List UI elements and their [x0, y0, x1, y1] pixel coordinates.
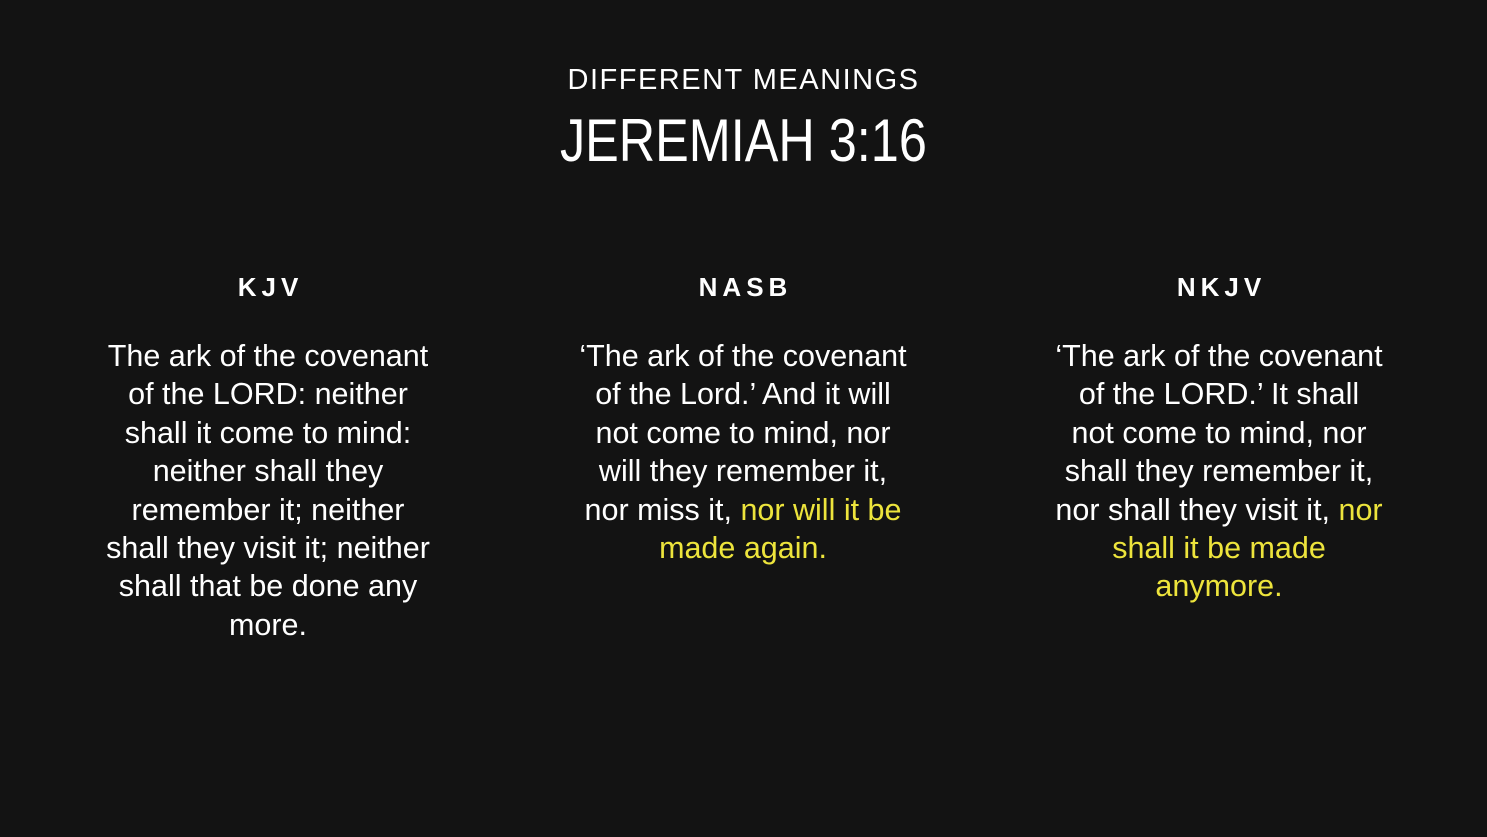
kjv-verse-plain: The ark of the covenant of the LORD: neither shall it come to mind: neither shall they remember it; neither shall they visit it; neither shall that be done any more.: [106, 339, 430, 642]
slide-title: JEREMIAH 3:16: [559, 107, 927, 174]
nasb-version-label: NASB: [698, 272, 793, 302]
nasb-verse-highlight: nor will it be made again.: [659, 492, 902, 566]
nkjv-verse-text: [1054, 337, 1384, 606]
nkjv-verse-highlight: nor shall it be made anymore.: [1112, 492, 1383, 604]
slide-subtitle: DIFFERENT MEANINGS: [567, 64, 920, 96]
nasb-verse-plain: ‘The ark of the covenant of the Lord.’ And it will not come to mind, nor will they remember it, nor miss it,: [579, 339, 907, 527]
kjv-verse-text: [103, 337, 433, 644]
kjv-column: [103, 270, 433, 644]
nkjv-version-label: NKJV: [1176, 272, 1267, 302]
nkjv-verse-plain: ‘The ark of the covenant of the LORD.’ It shall not come to mind, nor shall they remember it, nor shall they visit it,: [1055, 339, 1383, 527]
nasb-verse-text: [578, 337, 908, 567]
nasb-column: [578, 270, 908, 567]
nkjv-column: [1054, 270, 1384, 606]
kjv-version-label: KJV: [237, 272, 304, 302]
